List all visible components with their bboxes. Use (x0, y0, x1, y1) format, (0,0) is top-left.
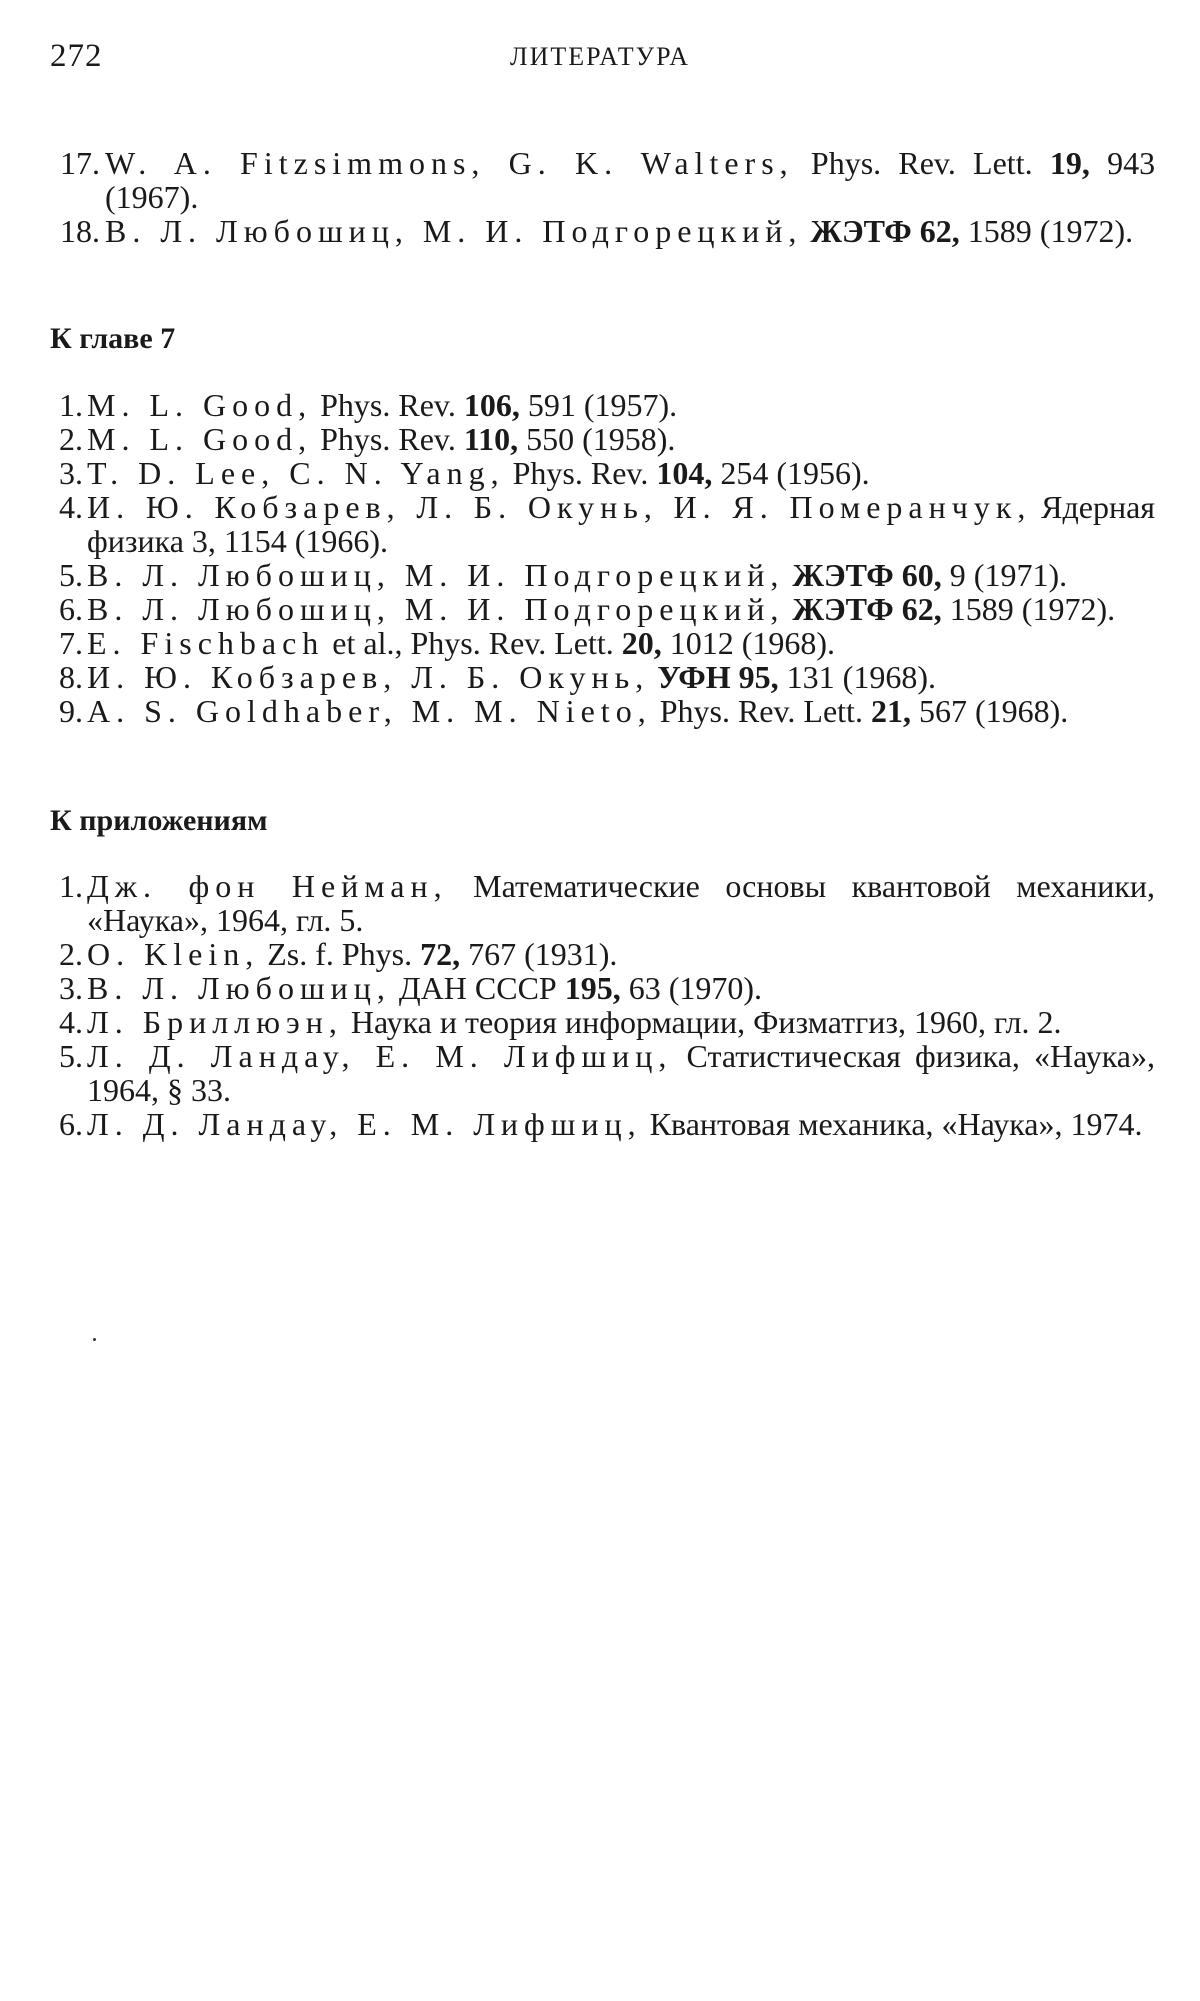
reference-source: ЖЭТФ (792, 557, 894, 593)
reference-source: ЖЭТФ (792, 591, 894, 627)
reference-number: 3. (59, 455, 83, 491)
reference-volume: 60, (901, 557, 942, 593)
reference-authors: T. D. Lee, C. N. Yang, (87, 455, 505, 491)
reference-volume: 19, (1049, 145, 1090, 181)
reference-source: Phys. Rev. (320, 387, 456, 423)
reference-source: et al., Phys. Rev. Lett. (332, 625, 614, 661)
reference-number: 6. (59, 1106, 83, 1142)
reference-pages-year: 943 (1967). (105, 145, 1156, 215)
reference-authors: Дж. фон Нейман, (87, 868, 448, 904)
reference-number: 1. (59, 387, 83, 423)
reference-number: 8. (59, 659, 83, 695)
reference-authors: W. A. Fitzsimmons, G. K. Walters, (105, 145, 794, 181)
reference-volume: 95, (738, 659, 779, 695)
reference-source: Наука и теория информации, Физматгиз, 1960, гл. 2. (350, 1004, 1062, 1040)
appendix-references (0, 869, 1200, 1141)
reference-volume: 21, (870, 693, 911, 729)
reference-source: Математические основы квантовой механики, «Наука», 1964, гл. 5. (87, 868, 1155, 938)
reference-item (59, 591, 1155, 627)
reference-authors: В. Л. Любошиц, (87, 970, 391, 1006)
reference-authors: E. Fischbach (87, 625, 325, 661)
reference-source: Phys. Rev. (320, 421, 456, 457)
reference-item (59, 625, 1155, 661)
reference-volume: 20, (621, 625, 662, 661)
reference-number: 5. (59, 1038, 83, 1074)
reference-item (60, 213, 1155, 249)
reference-item (59, 421, 1155, 457)
reference-authors: И. Ю. Кобзарев, Л. Б. Окунь, И. Я. Померанчук, (87, 489, 1032, 525)
stray-print-dot (93, 1338, 96, 1341)
reference-source: УФН (657, 659, 731, 695)
reference-number: 9. (59, 693, 83, 729)
reference-item (59, 557, 1155, 593)
reference-volume: 62, (901, 591, 942, 627)
reference-authors: И. Ю. Кобзарев, Л. Б. Окунь, (87, 659, 650, 695)
reference-authors: Л. Д. Ландау, Е. М. Лифшиц, (87, 1038, 673, 1074)
reference-source: Phys. Rev. Lett. (810, 145, 1033, 181)
reference-item (59, 659, 1155, 695)
reference-authors: M. L. Good, (87, 421, 313, 457)
reference-number: 1. (59, 868, 83, 904)
reference-source: Статистическая физика, «Наука», 1964, § 33. (87, 1038, 1156, 1108)
reference-authors: Л. Бриллюэн, (87, 1004, 343, 1040)
reference-number: 2. (59, 936, 83, 972)
continued-references (0, 146, 1200, 248)
reference-number: 4. (59, 489, 83, 525)
reference-pages-year: 591 (1957). (527, 387, 678, 423)
reference-pages-year: 131 (1968). (786, 659, 936, 695)
reference-authors: В. Л. Любошиц, М. И. Подгорецкий, (87, 591, 785, 627)
reference-number: 6. (59, 591, 83, 627)
reference-item (59, 489, 1156, 559)
reference-item (59, 970, 1155, 1006)
section-heading-chapter-7: К главе 7 (50, 322, 176, 355)
reference-item (59, 387, 1155, 423)
reference-volume: 72, (420, 936, 461, 972)
reference-number: 18. (60, 213, 100, 249)
chapter-7-references (0, 388, 1200, 728)
reference-authors: A. S. Goldhaber, M. M. Nieto, (87, 693, 652, 729)
reference-pages-year: 1589 (1972). (967, 213, 1134, 249)
section-heading-appendices: К приложениям (50, 804, 268, 837)
reference-source: Zs. f. Phys. (267, 936, 413, 972)
reference-pages-year: 1589 (1972). (949, 591, 1116, 627)
reference-pages-year: 9 (1971). (949, 557, 1068, 593)
reference-source: Квантовая механика, «Наука», 1974. (649, 1106, 1143, 1142)
reference-source: ДАН СССР (398, 970, 557, 1006)
reference-item (59, 693, 1155, 729)
page-number: 272 (50, 38, 103, 74)
reference-authors: Л. Д. Ландау, Е. М. Лифшиц, (87, 1106, 642, 1142)
reference-item (59, 868, 1155, 938)
reference-volume: 62, (919, 213, 960, 249)
reference-item (59, 1106, 1155, 1142)
reference-source: ЖЭТФ (810, 213, 912, 249)
reference-item (59, 455, 1155, 491)
reference-pages-year: 63 (1970). (628, 970, 763, 1006)
reference-item (59, 1038, 1156, 1108)
reference-number: 2. (59, 421, 83, 457)
reference-authors: В. Л. Любошиц, М. И. Подгорецкий, (87, 557, 785, 593)
reference-pages-year: 567 (1968). (918, 693, 1069, 729)
reference-volume: 104, (656, 455, 713, 491)
reference-number: 3. (59, 970, 83, 1006)
reference-item (59, 936, 1155, 972)
reference-source: Phys. Rev. Lett. (659, 693, 863, 729)
reference-source: Phys. Rev. (512, 455, 649, 491)
reference-pages-year: 550 (1958). (526, 421, 676, 457)
reference-authors: В. Л. Любошиц, М. И. Подгорецкий, (105, 213, 803, 249)
reference-item (60, 145, 1156, 215)
reference-number: 7. (59, 625, 83, 661)
reference-pages-year: 1012 (1968). (669, 625, 836, 661)
running-head: ЛИТЕРАТУРА (510, 42, 690, 71)
reference-number: 4. (59, 1004, 83, 1040)
reference-volume: 110, (463, 421, 519, 457)
reference-source: Ядерная физика 3, 1154 (1966). (87, 489, 1156, 559)
reference-volume: 106, (463, 387, 520, 423)
reference-volume: 195, (564, 970, 621, 1006)
reference-pages-year: 767 (1931). (468, 936, 618, 972)
reference-number: 17. (60, 145, 100, 181)
reference-authors: O. Klein, (87, 936, 260, 972)
reference-authors: M. L. Good, (87, 387, 313, 423)
reference-number: 5. (59, 557, 83, 593)
reference-item (59, 1004, 1155, 1040)
reference-pages-year: 254 (1956). (720, 455, 870, 491)
